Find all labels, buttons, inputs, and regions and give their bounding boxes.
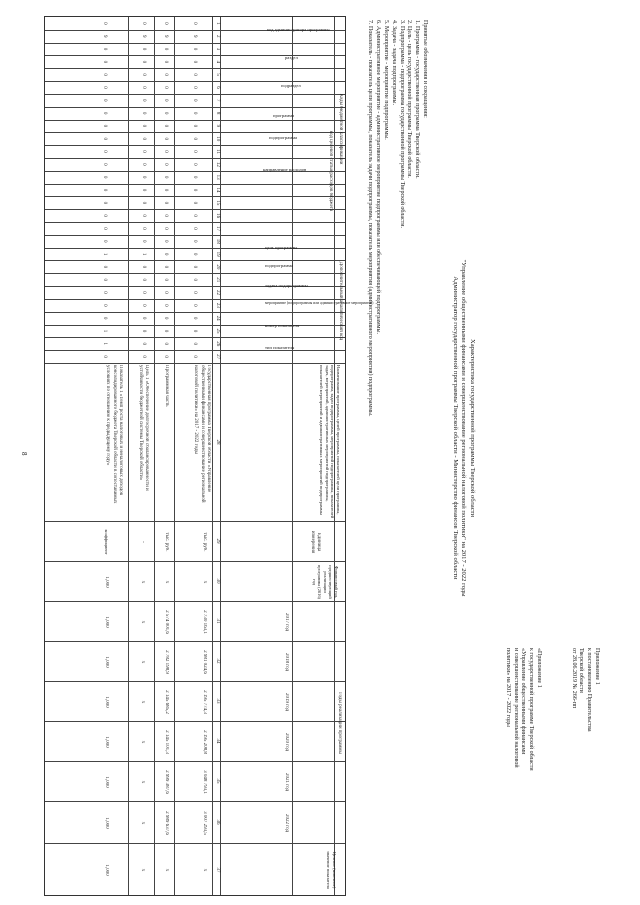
code-digit: 0 bbox=[102, 175, 107, 179]
code-digit: 0 bbox=[141, 240, 146, 243]
column-number: 7 bbox=[215, 99, 220, 102]
legend-line: 5. Мероприятие - мероприятие подпрограммы. bbox=[383, 20, 390, 140]
grid-hline bbox=[212, 17, 213, 895]
appendix-line: Тверской области bbox=[578, 648, 585, 693]
code-digit: 0 bbox=[163, 214, 168, 217]
column-number: 22 bbox=[215, 290, 220, 296]
row-value: 3 048 793,1 bbox=[202, 770, 207, 794]
code-digit: 0 bbox=[141, 175, 146, 179]
grid-vline bbox=[45, 561, 345, 562]
column-number: 10 bbox=[215, 136, 220, 142]
column-number: 28 bbox=[215, 439, 220, 445]
column-number: 23 bbox=[215, 302, 220, 308]
code-digit: 0 bbox=[102, 124, 107, 128]
row-value: 3 007 293,5 bbox=[202, 811, 207, 835]
code-digit: 0 bbox=[192, 240, 197, 243]
year-header: 2019 год bbox=[284, 692, 289, 712]
code-digit: 0 bbox=[192, 60, 197, 64]
row-value: 1,000 bbox=[104, 736, 109, 748]
head-dop-goal: цель программы bbox=[265, 245, 298, 250]
row-target: х bbox=[202, 868, 207, 872]
code-digit: 0 bbox=[102, 137, 107, 140]
code-digit: 0 bbox=[102, 188, 107, 192]
legend-line: 1. Программа - государственная программа Тверской области. bbox=[414, 20, 421, 179]
code-digit: 0 bbox=[192, 291, 197, 294]
code-digit: 0 bbox=[102, 86, 107, 89]
code-digit: 0 bbox=[192, 73, 197, 76]
code-digit: 0 bbox=[192, 99, 197, 102]
row-value: 2 999 387,6 bbox=[164, 770, 169, 794]
column-number: 35 bbox=[215, 778, 220, 784]
column-number: 14 bbox=[215, 187, 220, 193]
code-digit: 0 bbox=[141, 124, 146, 128]
appendix-line: от 28.06.2019 № 266-пп bbox=[570, 648, 577, 709]
code-digit: 0 bbox=[141, 73, 146, 76]
code-digit: 0 bbox=[163, 342, 168, 346]
code-digit: 0 bbox=[102, 265, 107, 269]
code-digit: 0 bbox=[141, 214, 146, 217]
head-target: код целевой статьи расходов бюджета bbox=[328, 130, 333, 212]
code-digit: 0 bbox=[141, 22, 146, 25]
code-digit: 0 bbox=[163, 175, 168, 179]
head-admin: код администратора программы bbox=[267, 27, 330, 32]
code-digit: 0 bbox=[102, 304, 107, 307]
column-number: 18 bbox=[215, 238, 220, 244]
column-number: 21 bbox=[215, 277, 220, 283]
code-digit: 0 bbox=[141, 137, 146, 140]
grid-vline bbox=[45, 521, 345, 522]
code-digit: 0 bbox=[163, 150, 168, 153]
row-target: х bbox=[164, 868, 169, 872]
year-header: 2021 год bbox=[284, 772, 289, 792]
row-unit: тыс. руб. bbox=[202, 532, 207, 552]
column-number: 4 bbox=[215, 60, 220, 64]
document-title bbox=[450, 208, 476, 648]
legend-block bbox=[366, 20, 428, 417]
column-number: 26 bbox=[215, 341, 220, 347]
row-value: х bbox=[140, 821, 145, 825]
code-digit: 0 bbox=[163, 355, 168, 358]
code-digit: 0 bbox=[163, 22, 168, 25]
code-digit: 0 bbox=[102, 291, 107, 294]
column-number: 16 bbox=[215, 213, 220, 219]
code-digit: 0 bbox=[192, 86, 197, 89]
code-digit: 0 bbox=[163, 188, 168, 192]
code-digit: 0 bbox=[141, 86, 146, 89]
appendix-prior-line: и совершенствование региональной налоговой bbox=[512, 648, 519, 768]
head-dop-indicator-number: номер показателя bbox=[265, 323, 300, 328]
rotated-sheet bbox=[36, 8, 614, 896]
title-line: Администратор государственной программы Тверской области - Министерство финансов Тверской области bbox=[451, 276, 459, 580]
code-digit: 0 bbox=[102, 150, 107, 153]
column-number: 25 bbox=[215, 328, 220, 334]
code-digit: 0 bbox=[192, 175, 197, 179]
year-header: 2018 год bbox=[284, 652, 289, 672]
code-digit: 0 bbox=[192, 22, 197, 25]
code-digit: 0 bbox=[141, 150, 146, 153]
code-digit: 0 bbox=[192, 137, 197, 140]
row-value: х bbox=[140, 660, 145, 664]
code-digit: 0 bbox=[163, 60, 168, 64]
row-value: х bbox=[140, 740, 145, 744]
grid-hline bbox=[174, 17, 175, 895]
row-final: х bbox=[202, 580, 207, 584]
column-number: 29 bbox=[215, 538, 220, 544]
head-dop-subprogram: подпрограмма bbox=[265, 263, 294, 268]
head-subsection: подраздел bbox=[281, 83, 301, 88]
head-subprogram: подпрограмма bbox=[269, 135, 298, 140]
code-digit: 0 bbox=[192, 214, 197, 217]
code-digit: 0 bbox=[163, 47, 168, 51]
code-digit: 0 bbox=[102, 214, 107, 217]
column-number: 12 bbox=[215, 161, 220, 167]
row-name: Цель 1 «Обеспечение долгосрочной сбалансированности и устойчивости бюджетной системы Тверской области» bbox=[137, 365, 149, 491]
column-number: 20 bbox=[215, 264, 220, 270]
code-digit: 0 bbox=[163, 240, 168, 243]
row-value: 1,000 bbox=[104, 616, 109, 628]
row-name: Программная часть bbox=[164, 365, 169, 407]
code-digit: 0 bbox=[141, 60, 146, 64]
legend-line: Принятые обозначения и сокращения: bbox=[422, 20, 428, 118]
legend-line: 3. Подпрограмма - подпрограмма государственной программы Тверской области. bbox=[398, 20, 405, 228]
code-digit: 0 bbox=[141, 111, 146, 115]
column-number: 3 bbox=[215, 47, 220, 51]
row-value: х bbox=[140, 620, 145, 624]
code-digit: 0 bbox=[141, 188, 146, 192]
head-section: раздел bbox=[285, 55, 298, 60]
code-digit: 0 bbox=[102, 99, 107, 102]
legend-line: 2. Цель - цель государственной программы Тверской области. bbox=[406, 20, 413, 178]
row-final: 1,000 bbox=[104, 576, 109, 588]
row-value: х bbox=[140, 780, 145, 784]
code-digit: 0 bbox=[163, 137, 168, 140]
column-number: 24 bbox=[215, 315, 220, 321]
code-digit: 0 bbox=[192, 329, 197, 333]
code-digit: 0 bbox=[163, 329, 168, 333]
column-number: 9 bbox=[215, 124, 220, 128]
code-digit: 9 bbox=[163, 34, 168, 38]
code-digit: 0 bbox=[102, 227, 107, 230]
code-digit: 0 bbox=[163, 252, 168, 256]
row-value: 2 195 774,3 bbox=[202, 690, 207, 714]
code-digit: 0 bbox=[163, 304, 168, 307]
code-digit: 0 bbox=[163, 124, 168, 128]
code-digit: 9 bbox=[141, 34, 146, 38]
code-digit: 0 bbox=[192, 163, 197, 166]
column-number: 2 bbox=[215, 34, 220, 38]
code-digit: 1 bbox=[102, 329, 107, 333]
row-target: 1,000 bbox=[104, 864, 109, 876]
code-digit: 0 bbox=[163, 163, 168, 166]
head-dop-task: задача подпрограммы bbox=[265, 283, 308, 288]
code-digit: 0 bbox=[102, 22, 107, 25]
row-value: 2 989 637,6 bbox=[164, 811, 169, 835]
row-unit: тыс. руб. bbox=[164, 532, 169, 552]
code-digit: 0 bbox=[102, 163, 107, 166]
head-dop-event: мероприятие (подпрограммы или административное мероприятие) bbox=[265, 301, 374, 305]
head-years-title: Годы реализации программы bbox=[337, 692, 342, 754]
column-number: 27 bbox=[215, 354, 220, 360]
code-digit: 0 bbox=[192, 265, 197, 269]
code-digit: 0 bbox=[163, 265, 168, 269]
code-digit: 0 bbox=[192, 252, 197, 256]
row-value: 1,000 bbox=[104, 817, 109, 829]
code-digit: 9 bbox=[192, 34, 197, 38]
grid-vline bbox=[45, 363, 345, 364]
column-number: 31 bbox=[215, 618, 220, 624]
code-digit: 0 bbox=[141, 304, 146, 307]
code-digit: 0 bbox=[141, 47, 146, 51]
column-number: 13 bbox=[215, 174, 220, 180]
code-digit: 0 bbox=[102, 278, 107, 281]
code-digit: 0 bbox=[192, 124, 197, 128]
column-number: 8 bbox=[215, 111, 220, 115]
code-digit: 0 bbox=[141, 201, 146, 205]
code-digit: 9 bbox=[102, 34, 107, 38]
code-digit: 0 bbox=[102, 201, 107, 205]
column-number: 34 bbox=[215, 738, 220, 744]
code-digit: 0 bbox=[102, 73, 107, 76]
year-header: 2017 год bbox=[284, 612, 289, 632]
code-digit: 0 bbox=[102, 47, 107, 51]
code-digit: 0 bbox=[102, 240, 107, 243]
legend-line: 7. Показатель - показатель цели программы, показатель задачи подпрограммы, показатель мероприятия (административного мероприятия) подпрограммы. bbox=[367, 20, 374, 417]
code-digit: 0 bbox=[192, 342, 197, 346]
code-digit: 0 bbox=[163, 227, 168, 230]
column-number: 17 bbox=[215, 225, 220, 231]
row-value: х bbox=[140, 700, 145, 704]
grid-vline bbox=[45, 843, 345, 844]
row-value: 1,000 bbox=[104, 696, 109, 708]
code-digit: 0 bbox=[163, 278, 168, 281]
column-number: 36 bbox=[215, 819, 220, 825]
code-digit: 0 bbox=[141, 329, 146, 333]
year-header: 2020 год bbox=[284, 732, 289, 752]
column-number: 5 bbox=[215, 73, 220, 76]
row-final: х bbox=[140, 580, 145, 584]
code-digit: 0 bbox=[163, 73, 168, 76]
code-digit: 0 bbox=[141, 355, 146, 358]
code-digit: 0 bbox=[192, 111, 197, 115]
column-number: 32 bbox=[215, 658, 220, 664]
grid-vline bbox=[45, 721, 345, 722]
title-line: "Управление общественными финансами и совершенствование региональной налоговой политики" на 2017 - 2022 годы bbox=[460, 259, 468, 597]
column-number: 11 bbox=[215, 149, 220, 154]
row-value: 2 195 208,8 bbox=[202, 730, 207, 754]
grid-vline bbox=[45, 641, 345, 642]
grid-hline bbox=[128, 17, 129, 895]
row-unit: - bbox=[140, 541, 145, 543]
appendix-line: к постановлению Правительства bbox=[586, 648, 593, 732]
code-digit: 0 bbox=[163, 86, 168, 89]
head-name: Наименование программы, целей программы, показателей цели программы, подпрограмм, задач подпрограммы, мероприятий подпрограммы, показателей задач, мероприятий, административных мероприятий подпрограммы, показателей мероприятий и административных мероприятий подпрограммы bbox=[318, 365, 341, 519]
row-value: 1,000 bbox=[104, 656, 109, 668]
code-digit: 0 bbox=[141, 316, 146, 320]
row-value: 2 145 101,3 bbox=[164, 730, 169, 754]
row-value: 2 782 198,9 bbox=[164, 650, 169, 674]
appendix-prior-block bbox=[503, 648, 542, 771]
column-number: 33 bbox=[215, 698, 220, 704]
column-number: 15 bbox=[215, 200, 220, 206]
column-number: 1 bbox=[215, 22, 220, 25]
code-digit: 0 bbox=[141, 278, 146, 281]
appendix-prior-line: «Управление общественными финансами bbox=[520, 648, 527, 755]
code-digit: 0 bbox=[141, 265, 146, 269]
column-number: 6 bbox=[215, 86, 220, 89]
row-target: х bbox=[140, 868, 145, 872]
code-digit: 0 bbox=[163, 201, 168, 205]
head-target-value: Целевое (конечное) значение показателя bbox=[326, 851, 337, 889]
head-unit: Единица измерения bbox=[309, 530, 321, 554]
code-digit: 0 bbox=[102, 60, 107, 64]
row-value: 2 981 024,6 bbox=[202, 650, 207, 674]
title-line: Характеристика государственной программы Тверской области bbox=[469, 338, 476, 518]
appendix-prior-line: политики» на 2017 - 2022 годы bbox=[504, 648, 511, 727]
code-digit: 0 bbox=[141, 99, 146, 102]
grid-hline bbox=[292, 17, 293, 895]
code-digit: 0 bbox=[141, 291, 146, 294]
row-final: х bbox=[164, 580, 169, 584]
code-digit: 0 bbox=[192, 227, 197, 230]
head-codes: Коды бюджетной классификации bbox=[338, 93, 343, 165]
legend-line: 6. Административное мероприятие - административное мероприятие подпрограммы или обеспечивающей подпрограммы. bbox=[375, 20, 382, 335]
code-digit: 0 bbox=[192, 47, 197, 51]
code-digit: 1 bbox=[102, 252, 107, 256]
row-value: 2 145 685,2 bbox=[164, 690, 169, 714]
code-digit: 0 bbox=[141, 163, 146, 166]
code-digit: 0 bbox=[163, 291, 168, 294]
grid-vline bbox=[45, 681, 345, 682]
column-number: 37 bbox=[215, 867, 220, 873]
column-number: 19 bbox=[215, 251, 220, 257]
row-value: 1,000 bbox=[104, 776, 109, 788]
code-digit: 0 bbox=[192, 188, 197, 192]
appendix-prior-line: к государственной программе Тверской области bbox=[528, 648, 535, 771]
code-digit: 0 bbox=[163, 316, 168, 320]
head-program: программа bbox=[273, 113, 295, 118]
code-digit: 0 bbox=[141, 342, 146, 346]
code-digit: 0 bbox=[192, 201, 197, 205]
column-number: 30 bbox=[215, 578, 220, 584]
code-digit: 1 bbox=[141, 252, 146, 256]
code-digit: 0 bbox=[102, 355, 107, 358]
legend-line: 4. Задача - задача подпрограммы. bbox=[390, 20, 397, 106]
code-digit: 0 bbox=[192, 150, 197, 153]
row-name: Государственная программа Тверской области «Управление общественными финансами и совершенствование региональной налоговой политики» на 2017 - 2022 годы bbox=[193, 365, 211, 503]
grid-vline bbox=[45, 601, 345, 602]
code-digit: 0 bbox=[102, 316, 107, 320]
head-dop-indicator-type: тип показателя bbox=[265, 345, 295, 350]
code-digit: 0 bbox=[192, 355, 197, 358]
row-unit: коэффициент bbox=[104, 529, 109, 555]
appendix-line: Приложение 1 bbox=[594, 648, 600, 685]
code-digit: 0 bbox=[192, 278, 197, 281]
code-digit: 0 bbox=[163, 111, 168, 115]
page-number: 8 bbox=[20, 452, 28, 456]
head-dop: Дополнительный аналитический код bbox=[338, 261, 343, 341]
row-value: 2 730 163,1 bbox=[202, 610, 207, 634]
code-digit: 0 bbox=[141, 227, 146, 230]
code-digit: 1 bbox=[102, 342, 107, 346]
grid-vline bbox=[45, 801, 345, 802]
row-value: 2 574 001,6 bbox=[164, 610, 169, 634]
code-digit: 0 bbox=[102, 111, 107, 115]
grid-vline bbox=[45, 761, 345, 762]
head-final: Финансовый год, предшествующий реализации программы (2016) год bbox=[312, 565, 339, 599]
grid-hline bbox=[154, 17, 155, 895]
appendix-block bbox=[569, 648, 600, 732]
head-direction: направление расходов bbox=[263, 167, 307, 172]
grid-hline bbox=[220, 17, 221, 895]
appendix-prior-line: «Приложение 1 bbox=[536, 648, 542, 688]
code-digit: 0 bbox=[163, 99, 168, 102]
year-header: 2022 год bbox=[284, 813, 289, 833]
code-digit: 0 bbox=[192, 316, 197, 320]
row-name: Показатель 1 «Темп роста налоговых и неналоговых доходов консолидированного бюджета Тверской области в сопоставимых условиях по отношению к предыдущему году» bbox=[105, 365, 123, 504]
code-digit: 0 bbox=[192, 304, 197, 307]
